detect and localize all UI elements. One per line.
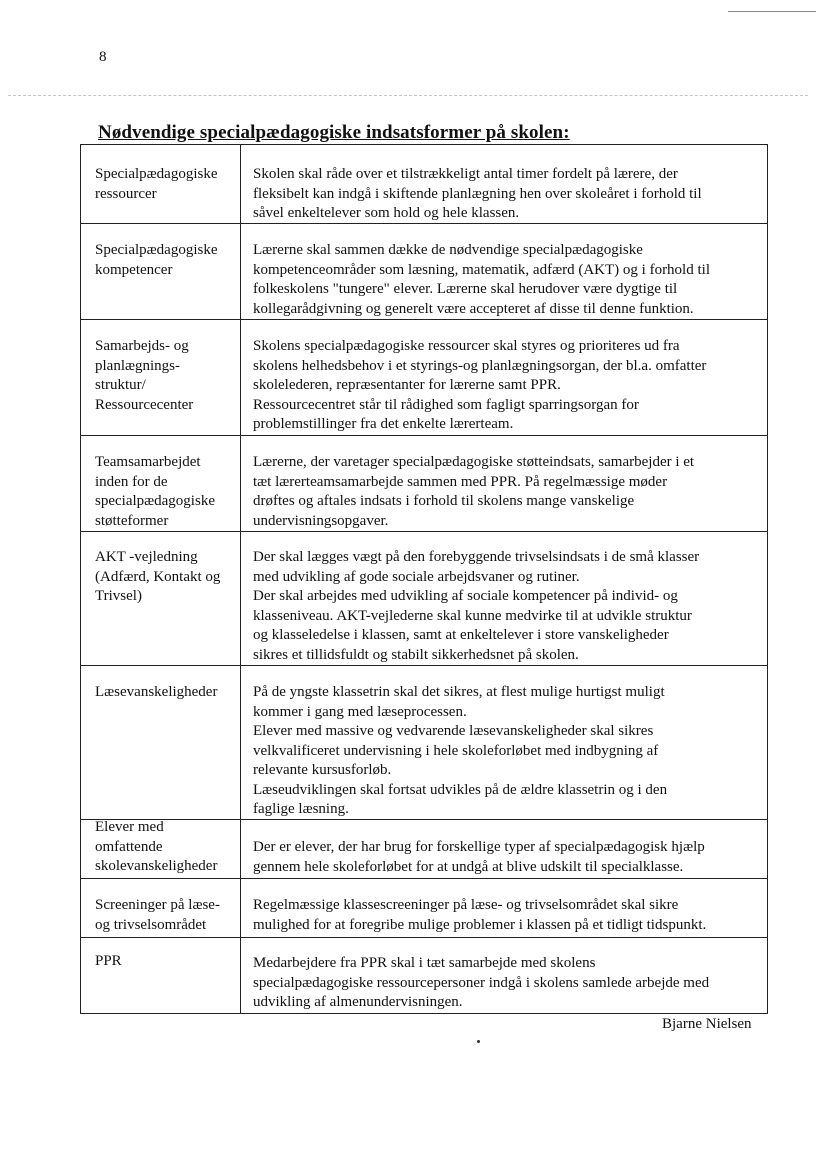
row-label: Specialpædagogiske ressourcer [95, 166, 218, 202]
table-row [81, 532, 767, 666]
scan-artifact-line [728, 11, 816, 12]
row-text: Lærerne skal sammen dække de nødvendige specialpædagogiske kompetenceområder som læsning, matematik, adfærd (AKT) og i forhold til folkeskolens "tungere" elever. Lærerne skal herudover være dygtige til kollegarådgivning og generelt være accepteret af disse til denne funktion. [253, 242, 710, 317]
table-row [81, 224, 767, 320]
row-label: PPR [95, 953, 122, 969]
page-heading: Nødvendige specialpædagogiske indsatsformer på skolen: [98, 122, 570, 143]
signature-name: Bjarne Nielsen [662, 1016, 752, 1032]
row-text: Lærerne, der varetager specialpædagogiske støtteindsats, samarbejder i et tæt lærerteamsamarbejde sammen med PPR. På regelmæssige møder drøftes og aftales indsats i forhold til skolens mange vanskelige undervisningsopgaver. [253, 454, 695, 529]
row-label: Specialpædagogiske kompetencer [95, 242, 218, 278]
row-label: AKT -vejledning (Adfærd, Kontakt og Trivsel) [95, 549, 221, 604]
scan-artifact-dots [8, 95, 808, 96]
table-row [81, 820, 767, 879]
page-number: 8 [99, 49, 107, 65]
row-text: Medarbejdere fra PPR skal i tæt samarbejde med skolens specialpædagogiske ressourcepersoner indgå i skolens samlede arbejde med udvikling af almenundervisningen. [253, 955, 710, 1010]
table-row [81, 938, 767, 1014]
interventions-table [80, 144, 768, 1014]
row-label: Teamsamarbejdet inden for de specialpædagogiske støtteformer [95, 454, 215, 529]
table-row [81, 320, 767, 436]
scan-speck [477, 1040, 480, 1043]
row-label: Elever med omfattende skolevanskeligheder [95, 819, 218, 874]
table-row [81, 666, 767, 820]
row-label: Læsevanskeligheder [95, 684, 218, 700]
row-text: Regelmæssige klassescreeninger på læse- og trivselsområdet skal sikre mulighed for at foregribe mulige problemer i klassen på et tidligt tidspunkt. [253, 897, 707, 933]
row-text: Der skal lægges vægt på den forebyggende trivselsindsats i de små klasser med udvikling af gode sociale arbejdsvaner og rutiner. Der skal arbejdes med udvikling af sociale kompetencer på individ- og klasseniveau. AKT-vejlederne skal kunne medvirke til at udvikle struktur og klasseledelse i klassen, samt at enkeltelever i store vanskeligheder sikres et tillidsfuldt og stabilt sikkerhedsnet på skolen. [253, 549, 700, 663]
table-row [81, 436, 767, 532]
table-row [81, 145, 767, 224]
row-text: Skolen skal råde over et tilstrækkeligt antal timer fordelt på lærere, der fleksibelt kan indgå i skiftende planlægning hen over skoleåret i forhold til såvel enkeltelever som hold og hele klassen. [253, 166, 702, 221]
row-text: På de yngste klassetrin skal det sikres, at flest mulige hurtigst muligt kommer i gang med læseprocessen. Elever med massive og vedvarende læsevanskeligheder skal sikres velkvalificeret undervisning i hele skoleforløbet med indbygning af relevante kursusforløb. Læseudviklingen skal fortsat udvikles på de ældre klassetrin og i den faglige læsning. [253, 684, 668, 817]
row-text: Skolens specialpædagogiske ressourcer skal styres og prioriteres ud fra skolens helhedsbehov i et styrings-og planlægningsorgan, der bl.a. omfatter skolelederen, repræsentanter for lærerne samt PPR. Ressourcecentret står til rådighed som fagligt sparringsorgan for problemstillinger fra det enkelte lærerteam. [253, 338, 707, 432]
row-label: Samarbejds- og planlægnings- struktur/ Ressourcecenter [95, 338, 194, 413]
row-text: Der er elever, der har brug for forskellige typer af specialpædagogisk hjælp gennem hele skoleforløbet for at undgå at blive udskilt til specialklasse. [253, 839, 705, 875]
table-row [81, 879, 767, 938]
row-label: Screeninger på læse- og trivselsområdet [95, 897, 220, 933]
